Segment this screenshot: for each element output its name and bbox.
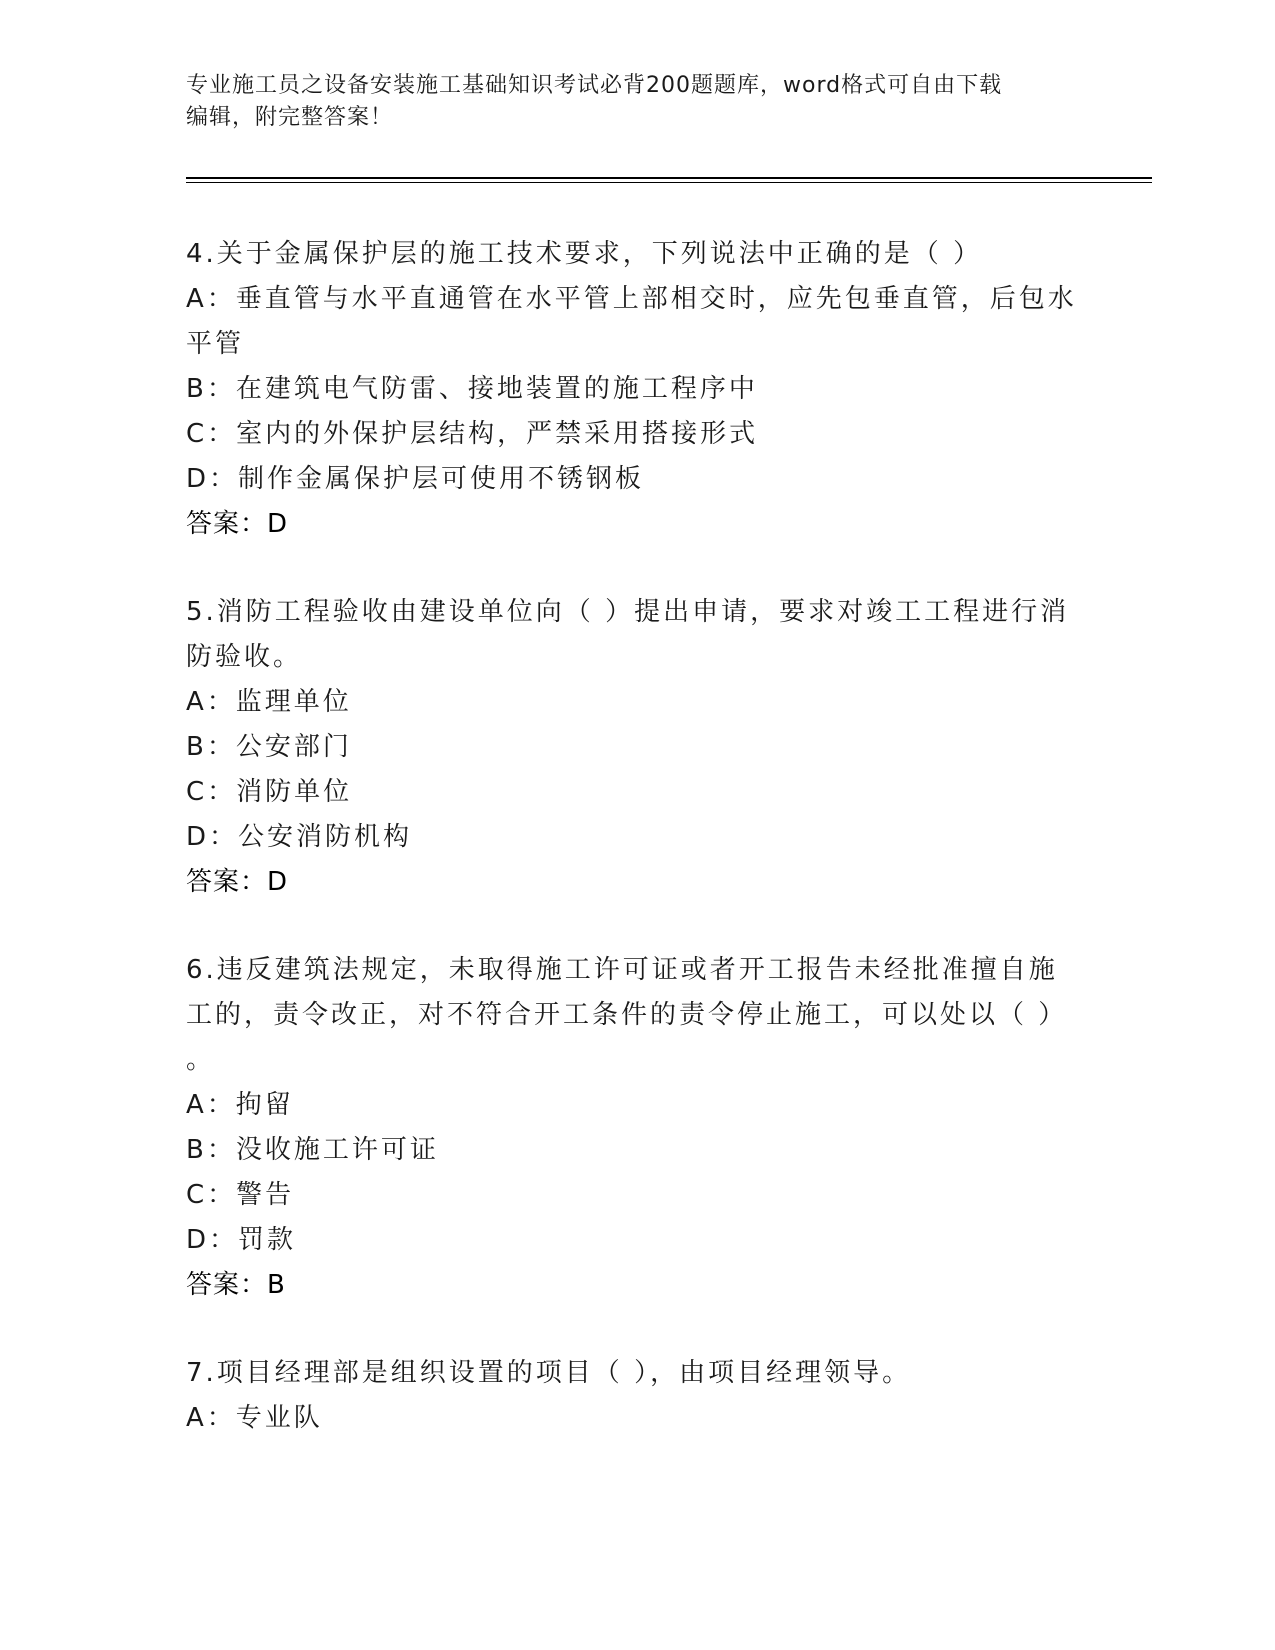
question-4-option-a-cont: 平管 [186, 329, 245, 359]
header-rule-thick [186, 177, 1152, 179]
question-5-option-b: B：公安部门 [186, 732, 352, 762]
question-6-option-a: A：拘留 [186, 1090, 294, 1120]
question-7 [186, 1351, 1086, 1441]
question-6-option-d: D：罚款 [186, 1225, 297, 1255]
question-6-option-c: C：警告 [186, 1180, 295, 1210]
question-6-line-2: 工的，责令改正，对不符合开工条件的责令停止施工，可以处以（ ） [186, 1000, 1068, 1030]
document-header [186, 70, 1086, 134]
question-5-option-a: A：监理单位 [186, 687, 352, 717]
question-5-line-1: 5.消防工程验收由建设单位向（ ）提出申请，要求对竣工工程进行消 [186, 597, 1070, 627]
question-7-line-1: 7.项目经理部是组织设置的项目（ ），由项目经理领导。 [186, 1358, 912, 1388]
header-rule-thin [186, 182, 1152, 183]
question-5-option-d: D：公安消防机构 [186, 822, 413, 852]
question-4-option-d: D：制作金属保护层可使用不锈钢板 [186, 464, 645, 494]
question-6-answer: 答案：B [186, 1270, 286, 1300]
question-5-line-2: 防验收。 [186, 642, 303, 672]
question-5 [186, 590, 1086, 905]
question-6-option-b: B：没收施工许可证 [186, 1135, 439, 1165]
question-4-answer: 答案：D [186, 509, 289, 539]
question-4 [186, 232, 1086, 547]
question-4-option-a: A：垂直管与水平直通管在水平管上部相交时，应先包垂直管，后包水 [186, 284, 1077, 314]
question-6-line-1: 6.违反建筑法规定，未取得施工许可证或者开工报告未经批准擅自施 [186, 955, 1058, 985]
question-4-option-c: C：室内的外保护层结构，严禁采用搭接形式 [186, 419, 759, 449]
question-list [186, 232, 1086, 1441]
header-line-1: 专业施工员之设备安装施工基础知识考试必背200题题库，word格式可自由下载 [186, 73, 1003, 98]
question-4-line-1: 4.关于金属保护层的施工技术要求，下列说法中正确的是（ ） [186, 239, 983, 269]
question-4-option-b: B：在建筑电气防雷、接地装置的施工程序中 [186, 374, 758, 404]
header-line-2: 编辑，附完整答案！ [186, 105, 394, 130]
question-6 [186, 948, 1086, 1308]
question-5-option-c: C：消防单位 [186, 777, 353, 807]
question-6-line-3: 。 [186, 1045, 216, 1075]
question-5-answer: 答案：D [186, 867, 289, 897]
question-7-option-a: A：专业队 [186, 1403, 323, 1433]
